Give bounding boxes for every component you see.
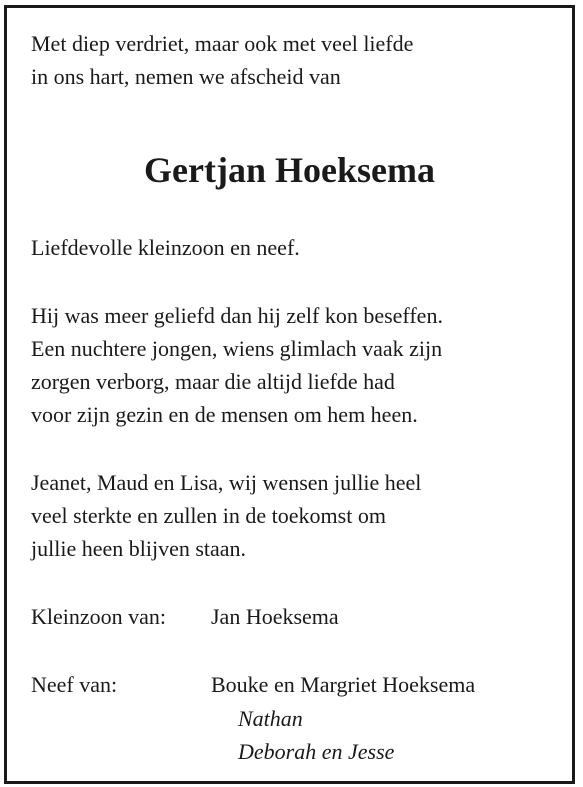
condolence-line-1: Jeanet, Maud en Lisa, wij wensen jullie heel bbox=[31, 470, 422, 495]
intro-line-2: in ons hart, nemen we afscheid van bbox=[31, 64, 341, 89]
relation-child-1: Nathan bbox=[238, 706, 303, 731]
paragraph-tribute bbox=[31, 299, 443, 431]
tribute-line-4: voor zijn gezin en de mensen om hem heen. bbox=[31, 402, 418, 427]
condolence-line-3: jullie heen blijven staan. bbox=[31, 536, 247, 561]
relation-child-2: Deborah en Jesse bbox=[238, 739, 395, 764]
tribute-line-1: Hij was meer geliefd dan hij zelf kon beseffen. bbox=[31, 303, 443, 328]
obituary-frame bbox=[4, 5, 575, 784]
condolence-line-2: veel sterkte en zullen in de toekomst om bbox=[31, 503, 386, 528]
deceased-name: Gertjan Hoeksema bbox=[144, 150, 435, 190]
tribute-line-2: Een nuchtere jongen, wiens glimlach vaak zijn bbox=[31, 336, 443, 361]
tribute-line-3: zorgen verborg, maar die altijd liefde had bbox=[31, 369, 395, 394]
paragraph-condolence bbox=[31, 466, 421, 565]
relation-value-nephew: Bouke en Margriet Hoeksema bbox=[211, 672, 476, 697]
relation-label-nephew: Neef van: bbox=[31, 672, 118, 697]
intro-text bbox=[31, 27, 413, 93]
relation-label-grandson: Kleinzoon van: bbox=[31, 604, 167, 629]
relation-value-grandson: Jan Hoeksema bbox=[211, 604, 339, 629]
intro-line-1: Met diep verdriet, maar ook met veel liefde bbox=[31, 31, 414, 56]
paragraph-dedication: Liefdevolle kleinzoon en neef. bbox=[31, 235, 300, 260]
